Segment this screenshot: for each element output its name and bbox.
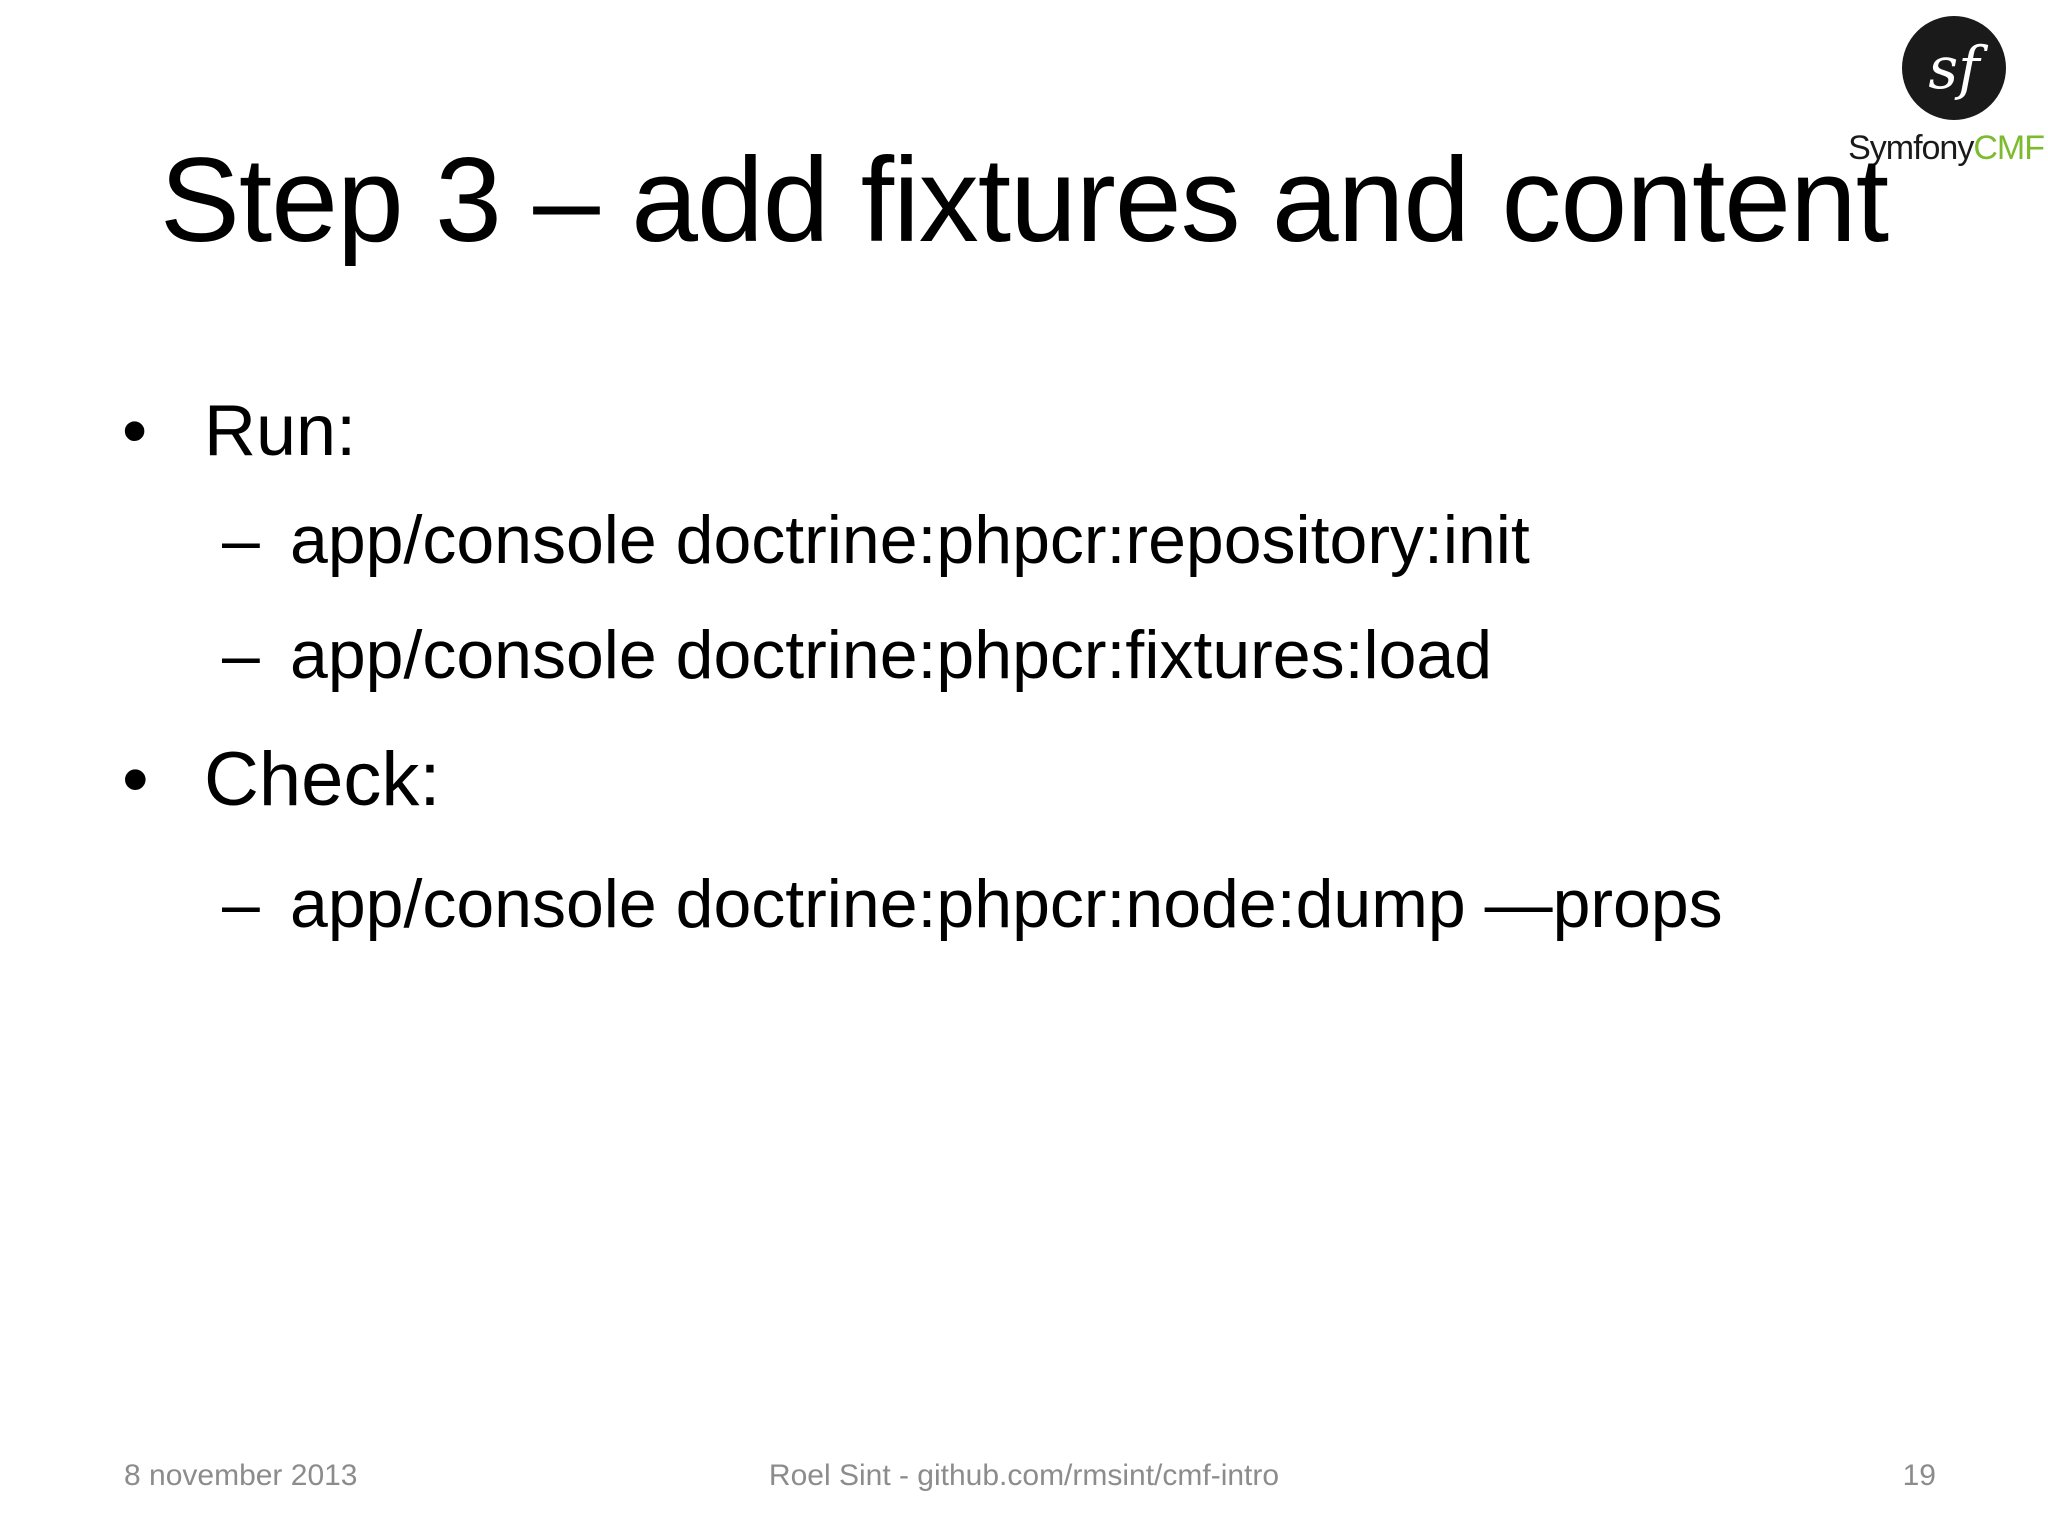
bullet-text: Check:: [204, 737, 441, 822]
subitem-marker: –: [222, 502, 260, 578]
slide-title: Step 3 – add fixtures and content: [159, 133, 1889, 267]
footer-author-link: Roel Sint - github.com/rmsint/cmf-intro: [768, 1459, 1280, 1492]
symfony-sf-icon: sf: [1902, 16, 2006, 120]
subitem-marker: –: [222, 617, 260, 693]
subitem-text: app/console doctrine:phpcr:repository:init: [290, 502, 1530, 578]
subitem-text: app/console doctrine:phpcr:fixtures:load: [290, 617, 1493, 693]
footer-date: 8 november 2013: [124, 1459, 358, 1492]
bullet-marker: •: [122, 737, 149, 822]
bullet-marker: •: [122, 391, 148, 471]
logo-word-cmf: CMF: [1973, 129, 2044, 167]
subitem-text: app/console doctrine:phpcr:node:dump —props: [290, 866, 1723, 942]
footer-page-number: 19: [1902, 1459, 1936, 1492]
bullet-text: Run:: [204, 391, 357, 471]
subitem-marker: –: [222, 866, 260, 942]
logo-word-symfony: Symfony: [1848, 129, 1974, 167]
